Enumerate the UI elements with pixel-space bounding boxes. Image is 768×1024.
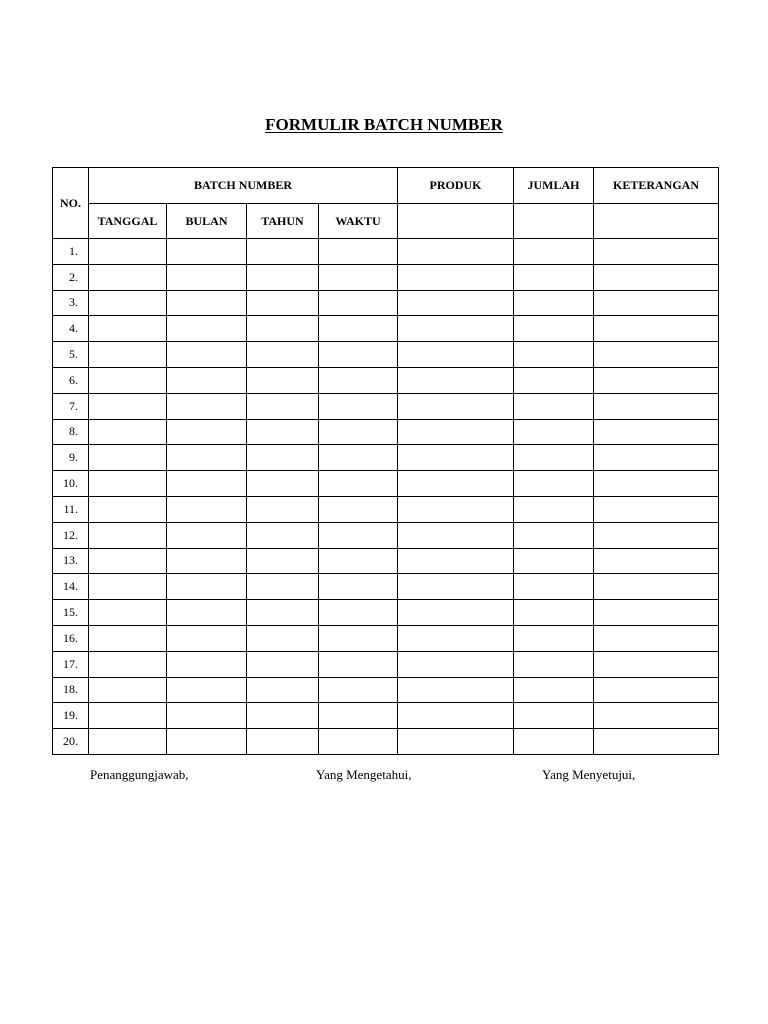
cell-keterangan	[594, 625, 719, 651]
cell-bulan	[167, 445, 247, 471]
table-row	[53, 574, 719, 600]
cell-jumlah	[514, 625, 594, 651]
cell-tahun	[247, 264, 319, 290]
cell-bulan	[167, 729, 247, 755]
row-number: 12.	[53, 522, 89, 548]
signature-mengetahui: Yang Mengetahui,	[316, 767, 412, 782]
cell-tahun	[247, 445, 319, 471]
table-row	[53, 290, 719, 316]
cell-jumlah	[514, 729, 594, 755]
cell-tanggal	[89, 522, 167, 548]
cell-keterangan	[594, 703, 719, 729]
cell-keterangan	[594, 651, 719, 677]
header-row-top	[53, 168, 719, 204]
cell-jumlah	[514, 548, 594, 574]
cell-waktu	[319, 600, 398, 626]
cell-tahun	[247, 471, 319, 497]
cell-keterangan	[594, 290, 719, 316]
jumlah-sub-cell	[514, 204, 594, 239]
cell-bulan	[167, 703, 247, 729]
cell-keterangan	[594, 264, 719, 290]
cell-waktu	[319, 290, 398, 316]
cell-tanggal	[89, 316, 167, 342]
cell-waktu	[319, 445, 398, 471]
cell-tahun	[247, 496, 319, 522]
cell-jumlah	[514, 290, 594, 316]
header-no: NO.	[53, 168, 89, 239]
cell-bulan	[167, 522, 247, 548]
header-tahun: TAHUN	[247, 204, 319, 239]
keterangan-sub-cell	[594, 204, 719, 239]
cell-tanggal	[89, 729, 167, 755]
produk-sub-cell	[398, 204, 514, 239]
cell-jumlah	[514, 703, 594, 729]
cell-jumlah	[514, 393, 594, 419]
cell-jumlah	[514, 574, 594, 600]
cell-jumlah	[514, 419, 594, 445]
form-title: FORMULIR BATCH NUMBER	[265, 115, 503, 134]
cell-jumlah	[514, 496, 594, 522]
row-number: 7.	[53, 393, 89, 419]
cell-bulan	[167, 239, 247, 265]
cell-waktu	[319, 548, 398, 574]
cell-tanggal	[89, 574, 167, 600]
cell-tahun	[247, 342, 319, 368]
row-number: 17.	[53, 651, 89, 677]
table-row	[53, 625, 719, 651]
row-number: 9.	[53, 445, 89, 471]
table-row	[53, 703, 719, 729]
cell-tahun	[247, 367, 319, 393]
header-tanggal: TANGGAL	[89, 204, 167, 239]
table-body	[53, 239, 719, 755]
row-number: 1.	[53, 239, 89, 265]
cell-tanggal	[89, 419, 167, 445]
cell-tanggal	[89, 677, 167, 703]
table-row	[53, 496, 719, 522]
cell-jumlah	[514, 600, 594, 626]
cell-produk	[398, 522, 514, 548]
cell-jumlah	[514, 651, 594, 677]
header-produk: PRODUK	[398, 168, 514, 204]
cell-bulan	[167, 290, 247, 316]
cell-bulan	[167, 471, 247, 497]
cell-tahun	[247, 522, 319, 548]
cell-waktu	[319, 316, 398, 342]
cell-jumlah	[514, 239, 594, 265]
table-row	[53, 729, 719, 755]
cell-waktu	[319, 471, 398, 497]
signature-penanggungjawab: Penanggungjawab,	[90, 767, 189, 782]
cell-tanggal	[89, 651, 167, 677]
table-row	[53, 342, 719, 368]
row-number: 10.	[53, 471, 89, 497]
row-number: 5.	[53, 342, 89, 368]
cell-keterangan	[594, 548, 719, 574]
cell-bulan	[167, 625, 247, 651]
row-number: 20.	[53, 729, 89, 755]
cell-keterangan	[594, 445, 719, 471]
cell-bulan	[167, 496, 247, 522]
cell-tahun	[247, 574, 319, 600]
cell-tahun	[247, 316, 319, 342]
cell-waktu	[319, 393, 398, 419]
table-row	[53, 677, 719, 703]
cell-bulan	[167, 574, 247, 600]
cell-tanggal	[89, 393, 167, 419]
cell-waktu	[319, 703, 398, 729]
cell-waktu	[319, 522, 398, 548]
cell-jumlah	[514, 471, 594, 497]
cell-bulan	[167, 342, 247, 368]
header-keterangan: KETERANGAN	[594, 168, 719, 204]
cell-keterangan	[594, 393, 719, 419]
cell-tahun	[247, 729, 319, 755]
cell-waktu	[319, 342, 398, 368]
cell-bulan	[167, 367, 247, 393]
row-number: 6.	[53, 367, 89, 393]
cell-jumlah	[514, 677, 594, 703]
cell-bulan	[167, 677, 247, 703]
header-waktu: WAKTU	[319, 204, 398, 239]
cell-bulan	[167, 316, 247, 342]
cell-waktu	[319, 239, 398, 265]
cell-produk	[398, 548, 514, 574]
table-row	[53, 316, 719, 342]
row-number: 15.	[53, 600, 89, 626]
cell-keterangan	[594, 522, 719, 548]
cell-tahun	[247, 239, 319, 265]
cell-waktu	[319, 574, 398, 600]
header-batch-number: BATCH NUMBER	[89, 168, 398, 204]
table-row	[53, 239, 719, 265]
cell-bulan	[167, 264, 247, 290]
cell-produk	[398, 574, 514, 600]
table-row	[53, 419, 719, 445]
cell-produk	[398, 625, 514, 651]
cell-produk	[398, 239, 514, 265]
cell-produk	[398, 703, 514, 729]
cell-waktu	[319, 625, 398, 651]
cell-tahun	[247, 290, 319, 316]
cell-waktu	[319, 367, 398, 393]
cell-produk	[398, 729, 514, 755]
cell-tanggal	[89, 264, 167, 290]
cell-jumlah	[514, 522, 594, 548]
cell-tanggal	[89, 548, 167, 574]
cell-tanggal	[89, 600, 167, 626]
row-number: 18.	[53, 677, 89, 703]
cell-jumlah	[514, 367, 594, 393]
cell-tahun	[247, 548, 319, 574]
cell-produk	[398, 445, 514, 471]
cell-produk	[398, 471, 514, 497]
cell-tanggal	[89, 342, 167, 368]
cell-produk	[398, 393, 514, 419]
cell-tanggal	[89, 290, 167, 316]
cell-produk	[398, 367, 514, 393]
row-number: 16.	[53, 625, 89, 651]
cell-tahun	[247, 625, 319, 651]
row-number: 4.	[53, 316, 89, 342]
cell-tahun	[247, 651, 319, 677]
cell-produk	[398, 316, 514, 342]
header-jumlah: JUMLAH	[514, 168, 594, 204]
cell-tanggal	[89, 625, 167, 651]
row-number: 2.	[53, 264, 89, 290]
table-row	[53, 264, 719, 290]
table-row	[53, 367, 719, 393]
cell-jumlah	[514, 264, 594, 290]
cell-produk	[398, 496, 514, 522]
table-row	[53, 471, 719, 497]
cell-bulan	[167, 548, 247, 574]
cell-keterangan	[594, 496, 719, 522]
row-number: 3.	[53, 290, 89, 316]
row-number: 14.	[53, 574, 89, 600]
row-number: 11.	[53, 496, 89, 522]
cell-keterangan	[594, 316, 719, 342]
cell-produk	[398, 290, 514, 316]
table-row	[53, 548, 719, 574]
table-row	[53, 522, 719, 548]
cell-waktu	[319, 729, 398, 755]
header-bulan: BULAN	[167, 204, 247, 239]
cell-jumlah	[514, 342, 594, 368]
cell-waktu	[319, 496, 398, 522]
cell-tanggal	[89, 445, 167, 471]
cell-tahun	[247, 419, 319, 445]
cell-tahun	[247, 600, 319, 626]
cell-bulan	[167, 419, 247, 445]
batch-number-table	[52, 167, 719, 755]
table-row	[53, 651, 719, 677]
row-number: 19.	[53, 703, 89, 729]
cell-tanggal	[89, 703, 167, 729]
table-row	[53, 600, 719, 626]
cell-keterangan	[594, 677, 719, 703]
cell-keterangan	[594, 419, 719, 445]
cell-bulan	[167, 600, 247, 626]
cell-bulan	[167, 393, 247, 419]
cell-produk	[398, 342, 514, 368]
cell-keterangan	[594, 239, 719, 265]
table-row	[53, 393, 719, 419]
table-row	[53, 445, 719, 471]
cell-tanggal	[89, 239, 167, 265]
cell-waktu	[319, 677, 398, 703]
cell-waktu	[319, 651, 398, 677]
cell-tahun	[247, 677, 319, 703]
cell-produk	[398, 651, 514, 677]
signature-menyetujui: Yang Menyetujui,	[542, 767, 636, 782]
cell-tanggal	[89, 367, 167, 393]
cell-tahun	[247, 393, 319, 419]
header-row-sub	[53, 204, 719, 239]
cell-keterangan	[594, 574, 719, 600]
cell-jumlah	[514, 445, 594, 471]
cell-tanggal	[89, 471, 167, 497]
cell-keterangan	[594, 600, 719, 626]
cell-keterangan	[594, 342, 719, 368]
cell-keterangan	[594, 367, 719, 393]
row-number: 8.	[53, 419, 89, 445]
cell-tanggal	[89, 496, 167, 522]
row-number: 13.	[53, 548, 89, 574]
cell-produk	[398, 677, 514, 703]
cell-tahun	[247, 703, 319, 729]
cell-jumlah	[514, 316, 594, 342]
cell-produk	[398, 419, 514, 445]
cell-keterangan	[594, 471, 719, 497]
cell-produk	[398, 600, 514, 626]
cell-bulan	[167, 651, 247, 677]
cell-waktu	[319, 419, 398, 445]
cell-produk	[398, 264, 514, 290]
cell-waktu	[319, 264, 398, 290]
cell-keterangan	[594, 729, 719, 755]
